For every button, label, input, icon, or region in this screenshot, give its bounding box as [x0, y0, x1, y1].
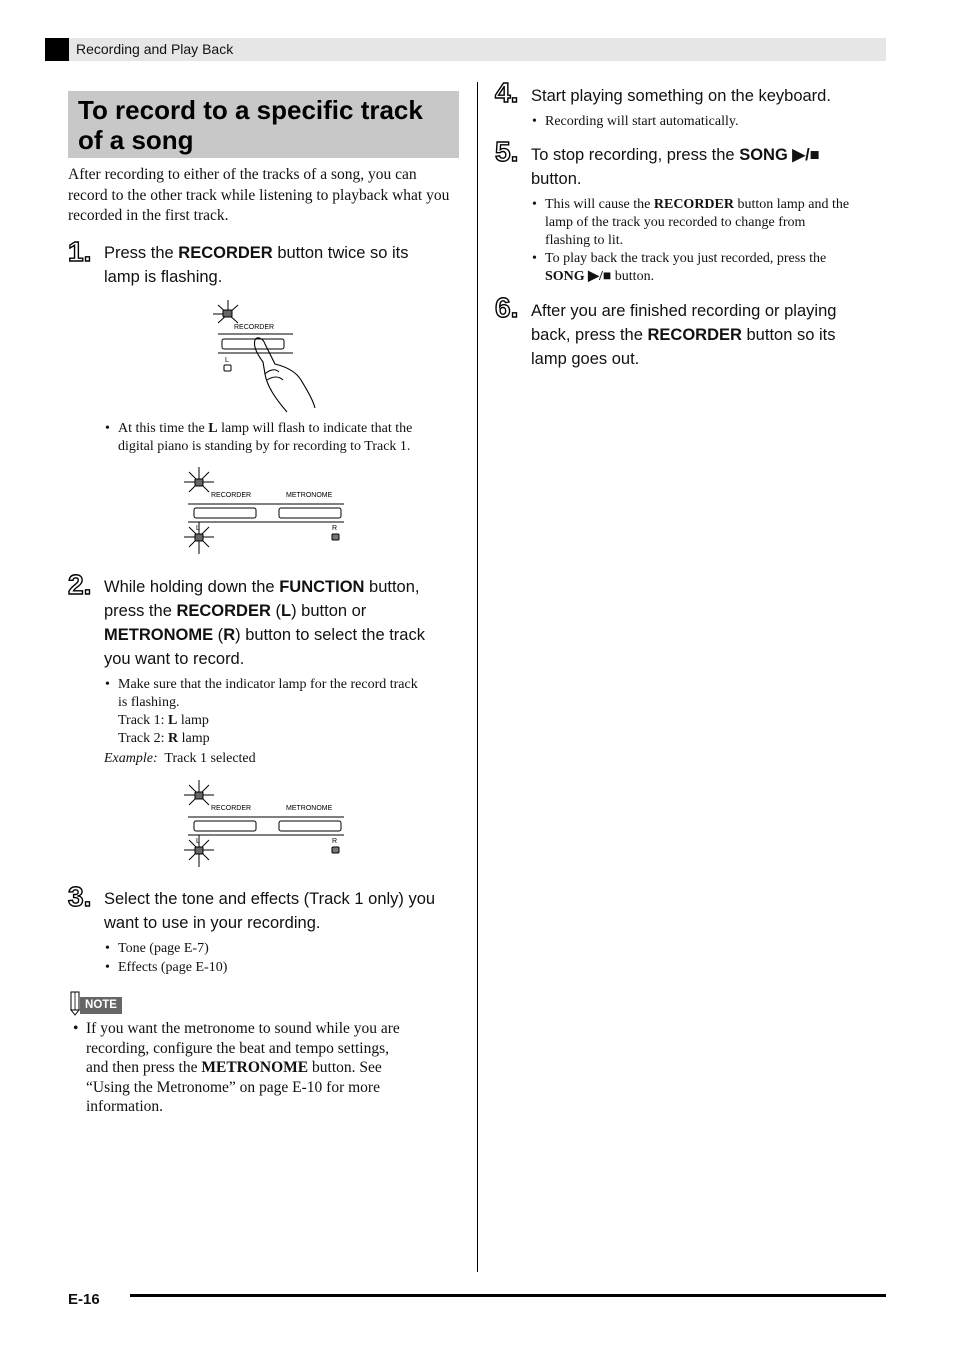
- recorder-label: RECORDER: [211, 492, 252, 499]
- step-3-number: 3.: [68, 881, 92, 912]
- step-4-text: Start playing something on the keyboard.: [531, 87, 831, 105]
- recorder-press-diagram: [205, 296, 325, 414]
- right-label: R: [332, 525, 338, 532]
- step-5-bullet-2: • To play back the track you just recorded, press the SONG ▶/■ button.: [532, 251, 827, 284]
- left-label: L: [225, 357, 229, 364]
- metronome-label: METRONOME: [286, 805, 333, 812]
- section-title: Recording and Play Back: [76, 41, 234, 57]
- page-number: E-16: [68, 1291, 100, 1308]
- step-1-bullet: • At this time the L lamp will flash to indicate that the digital piano is standing by for recording to Track 1.: [105, 421, 413, 454]
- step-2-number: 2.: [68, 569, 92, 600]
- step-6-number: 6.: [495, 292, 519, 323]
- step-5-number: 5.: [495, 136, 519, 167]
- column-divider: [477, 82, 478, 1272]
- step-4-bullet: • Recording will start automatically.: [532, 114, 739, 129]
- step-3-bullet-2: • Effects (page E-10): [105, 960, 228, 975]
- step-1-text: Press the RECORDER button twice so its lamp is flashing.: [104, 244, 409, 286]
- header-marker: [45, 38, 69, 61]
- left-label: L: [196, 838, 200, 845]
- intro-paragraph: After recording to either of the tracks of a song, you can record to the other track while listening to playback what you recorded in the first track.: [68, 166, 450, 224]
- left-label: L: [196, 525, 200, 532]
- recorder-label: RECORDER: [211, 805, 252, 812]
- footer-rule: [130, 1294, 886, 1297]
- metronome-label: METRONOME: [286, 492, 333, 499]
- step-5-bullet-1: • This will cause the RECORDER button lamp and the lamp of the track you recorded to change from flashing to lit.: [532, 197, 850, 248]
- step-2-text: While holding down the FUNCTION button, press the RECORDER (L) button or METRONOME (R) button to select the track you want to record.: [104, 578, 425, 668]
- step-4-number: 4.: [495, 77, 519, 108]
- example-line: Example: Track 1 selected: [104, 751, 256, 766]
- step-1-number: 1.: [68, 236, 92, 267]
- panel-diagram-2: [180, 777, 350, 869]
- note-badge: NOTE: [80, 997, 122, 1014]
- recorder-label: RECORDER: [234, 324, 275, 331]
- step-5-text: To stop recording, press the SONG ▶/■ button.: [531, 146, 820, 188]
- right-label: R: [332, 838, 338, 845]
- step-3-bullet-1: • Tone (page E-7): [105, 941, 209, 956]
- step-3-text: Select the tone and effects (Track 1 only) you want to use in your recording.: [104, 890, 436, 932]
- page-title: To record to a specific track of a song: [78, 95, 423, 155]
- panel-diagram-1: [180, 464, 350, 556]
- note-bullet: • If you want the metronome to sound while you are recording, configure the beat and tempo settings, and then press the METRONOME button. See “Using the Metronome” on page E-10 for more information.: [73, 1020, 400, 1115]
- step-2-bullet: • Make sure that the indicator lamp for the record track is flashing. Track 1: L lamp Track 2: R lamp: [105, 677, 418, 746]
- step-6-text: After you are finished recording or playing back, press the RECORDER button so its lamp goes out.: [531, 302, 837, 368]
